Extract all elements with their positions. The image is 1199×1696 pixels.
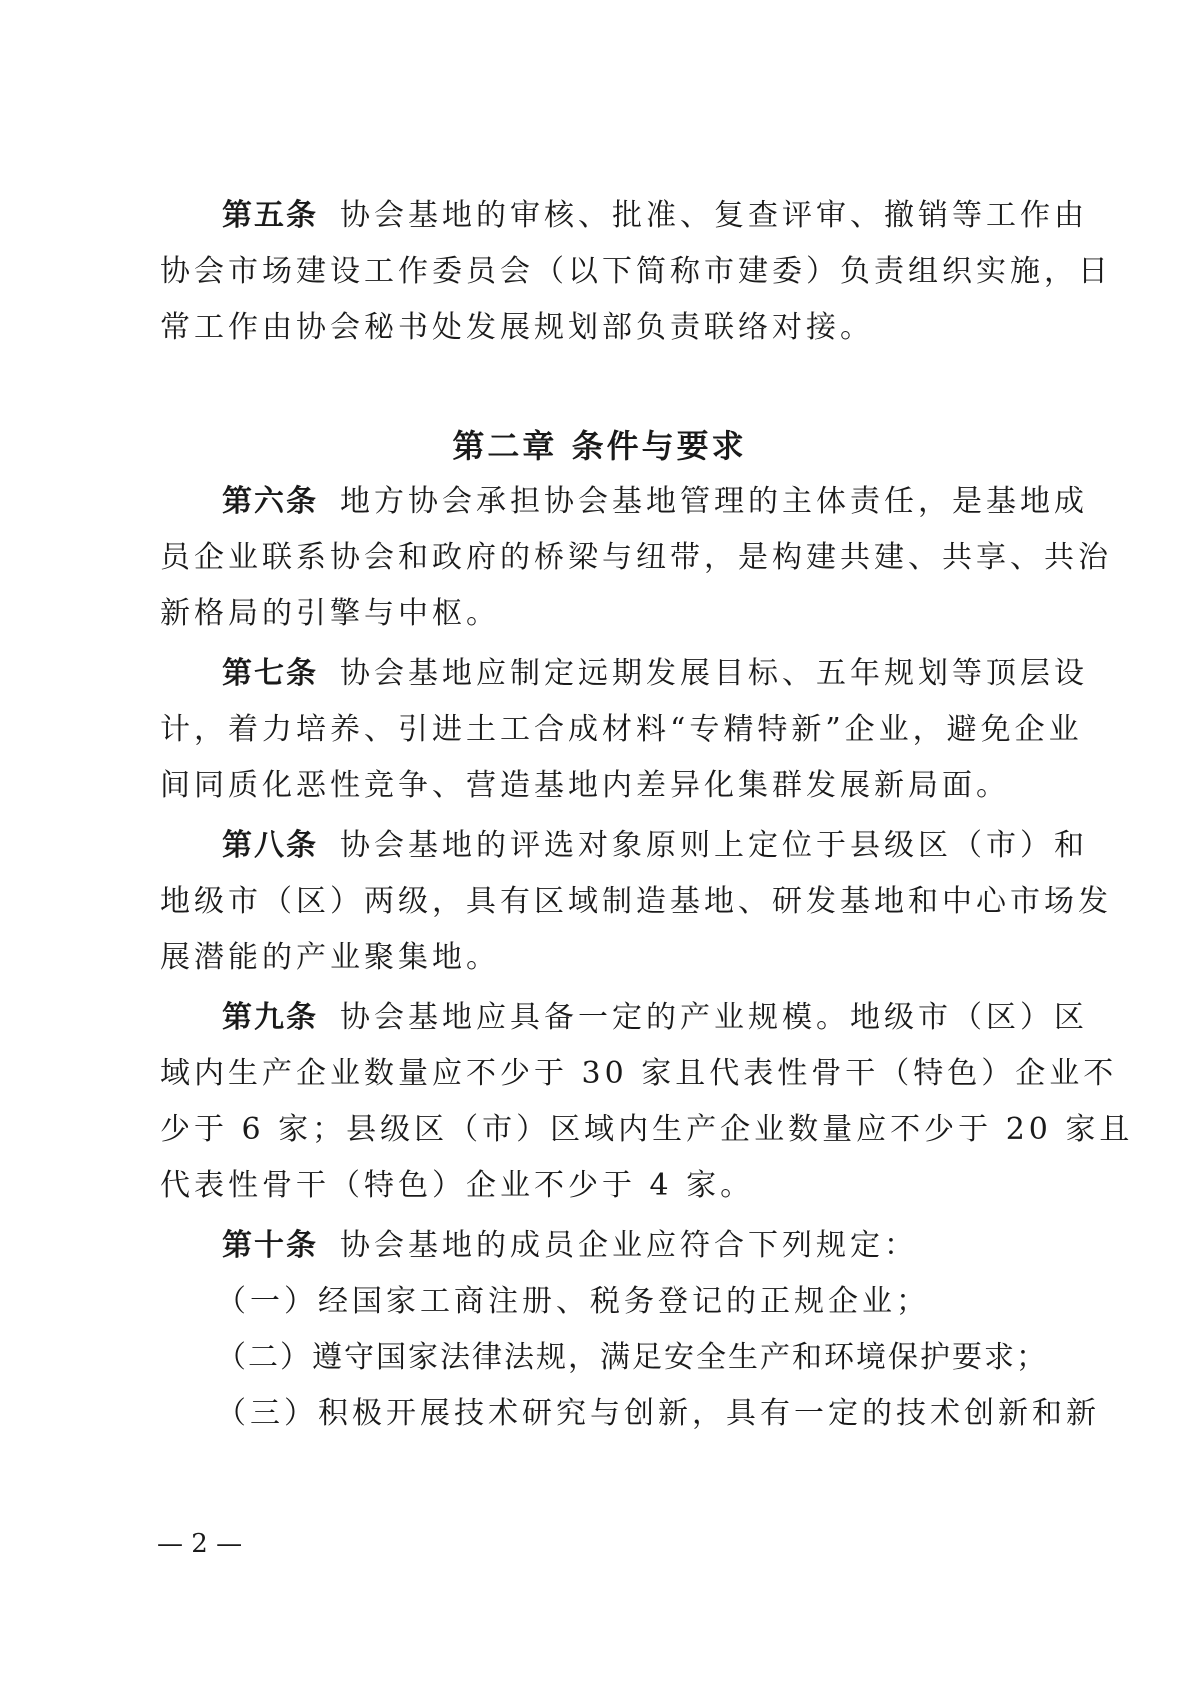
article-10-label: 第十条 [222, 1228, 318, 1263]
article-10-text-1: 协会基地的成员企业应符合下列规定： [340, 1228, 918, 1263]
article-5-text-1: 协会基地的审核、批准、复查评审、撤销等工作由 [340, 198, 1088, 233]
article-9-line-1 [222, 986, 1088, 1050]
article-5-line-2: 协会市场建设工作委员会（以下简称市建委）负责组织实施，日 [160, 254, 1112, 289]
article-8-label: 第八条 [222, 828, 318, 863]
article-6-line-2: 员企业联系协会和政府的桥梁与纽带，是构建共建、共享、共治 [160, 540, 1112, 575]
article-5-label: 第五条 [222, 198, 318, 233]
article-10-item-3: （三）积极开展技术研究与创新，具有一定的技术创新和新 [216, 1396, 1100, 1431]
article-9-line-2: 域内生产企业数量应不少于 30 家且代表性骨干（特色）企业不 [160, 1056, 1118, 1091]
article-10-line-1 [222, 1214, 1062, 1278]
article-7-line-1 [222, 642, 1088, 706]
article-10-item-2: （二）遵守国家法律法规，满足安全生产和环境保护要求； [216, 1340, 1048, 1375]
article-9-line-4: 代表性骨干（特色）企业不少于 4 家。 [160, 1168, 755, 1203]
article-7-label: 第七条 [222, 656, 318, 691]
article-9-line-3: 少于 6 家；县级区（市）区域内生产企业数量应不少于 20 家且 [160, 1112, 1134, 1147]
article-9-label: 第九条 [222, 1000, 318, 1035]
article-7-text-1: 协会基地应制定远期发展目标、五年规划等顶层设 [340, 656, 1088, 691]
chapter-title: 第二章 条件与要求 [452, 427, 747, 465]
article-6-line-3: 新格局的引擎与中枢。 [160, 596, 500, 631]
article-10-item-1: （一）经国家工商注册、税务登记的正规企业； [216, 1284, 930, 1319]
article-5-line-1 [222, 184, 1088, 248]
article-7-line-3: 间同质化恶性竞争、营造基地内差异化集群发展新局面。 [160, 768, 1010, 803]
article-7-line-2: 计，着力培养、引进土工合成材料“专精特新”企业，避免企业 [160, 712, 1083, 747]
article-8-line-1 [222, 814, 1088, 878]
article-8-text-1: 协会基地的评选对象原则上定位于县级区（市）和 [340, 828, 1088, 863]
page-number: — 2 — [157, 1529, 243, 1559]
article-5-line-3: 常工作由协会秘书处发展规划部负责联络对接。 [160, 310, 874, 345]
article-8-line-2: 地级市（区）两级，具有区域制造基地、研发基地和中心市场发 [160, 884, 1112, 919]
article-6-line-1 [222, 470, 1088, 534]
article-6-label: 第六条 [222, 484, 318, 519]
article-6-text-1: 地方协会承担协会基地管理的主体责任，是基地成 [340, 484, 1088, 519]
article-8-line-3: 展潜能的产业聚集地。 [160, 940, 500, 975]
article-9-text-1: 协会基地应具备一定的产业规模。地级市（区）区 [340, 1000, 1088, 1035]
